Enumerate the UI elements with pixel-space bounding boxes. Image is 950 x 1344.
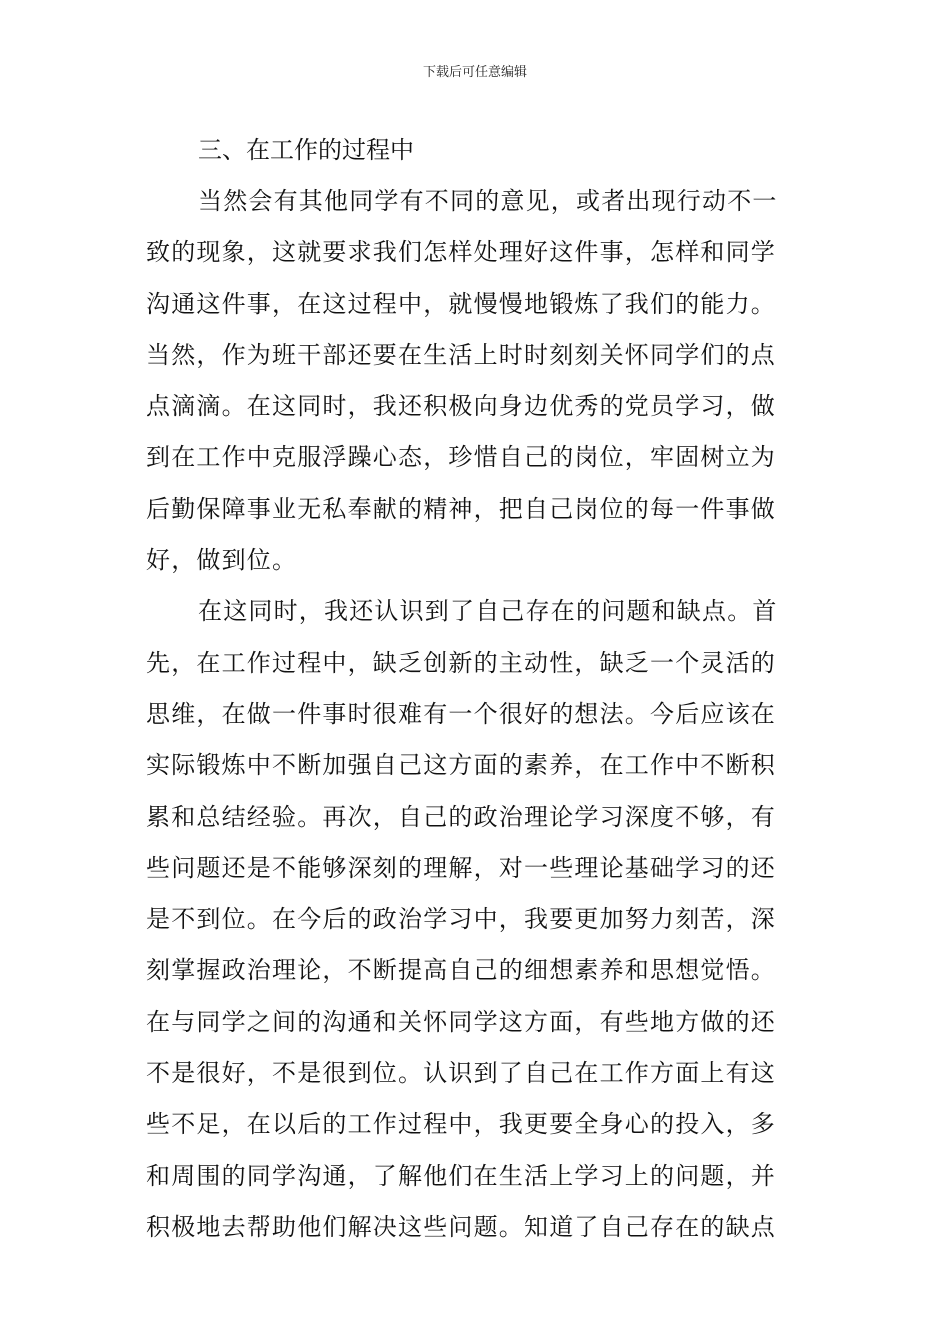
paragraph-line: 在与同学之间的沟通和关怀同学这方面，有些地方做的还	[146, 1007, 776, 1036]
paragraph-2	[146, 586, 810, 1253]
paragraph-line: 当然会有其他同学有不同的意见，或者出现行动不一	[198, 187, 778, 215]
document-body	[146, 124, 810, 1253]
paragraph-line: 和周围的同学沟通，了解他们在生活上学习上的问题，并	[146, 1161, 776, 1190]
paragraph-line: 先，在工作过程中，缺乏创新的主动性，缺乏一个灵活的	[146, 648, 776, 677]
paragraph-line: 累和总结经验。再次，自己的政治理论学习深度不够，有	[146, 802, 776, 831]
paragraph-line: 思维，在做一件事时很难有一个很好的想法。今后应该在	[146, 699, 776, 728]
paragraph-line: 致的现象，这就要求我们怎样处理好这件事，怎样和同学	[146, 238, 776, 267]
paragraph-line: 后勤保障事业无私奉献的精神，把自己岗位的每一件事做	[146, 494, 776, 523]
paragraph-line: 当然，作为班干部还要在生活上时时刻刻关怀同学们的点	[146, 340, 776, 369]
paragraph-line: 在这同时，我还认识到了自己存在的问题和缺点。首	[198, 597, 778, 626]
paragraph-line: 是不到位。在今后的政治学习中，我要更加努力刻苦，深	[146, 905, 776, 934]
paragraph-line: 到在工作中克服浮躁心态，珍惜自己的岗位，牢固树立为	[146, 443, 776, 472]
paragraph-line: 些问题还是不能够深刻的理解，对一些理论基础学习的还	[146, 853, 776, 882]
paragraph-line: 不是很好，不是很到位。认识到了自己在工作方面上有这	[146, 1059, 776, 1088]
paragraph-line: 实际锻炼中不断加强自己这方面的素养，在工作中不断积	[146, 751, 776, 780]
paragraph-line: 好，做到位。	[146, 546, 298, 575]
section-heading: 三、在工作的过程中	[198, 136, 414, 164]
paragraph-1	[146, 176, 810, 586]
page-header: 下载后可任意编辑	[422, 65, 527, 80]
paragraph-line: 点滴滴。在这同时，我还积极向身边优秀的党员学习，做	[146, 392, 776, 421]
paragraph-line: 沟通这件事，在这过程中，就慢慢地锻炼了我们的能力。	[146, 289, 776, 318]
paragraph-line: 积极地去帮助他们解决这些问题。知道了自己存在的缺点	[146, 1212, 776, 1241]
paragraph-line: 刻掌握政治理论，不断提高自己的细想素养和思想觉悟。	[146, 956, 776, 985]
paragraph-line: 些不足，在以后的工作过程中，我更要全身心的投入，多	[146, 1110, 776, 1139]
